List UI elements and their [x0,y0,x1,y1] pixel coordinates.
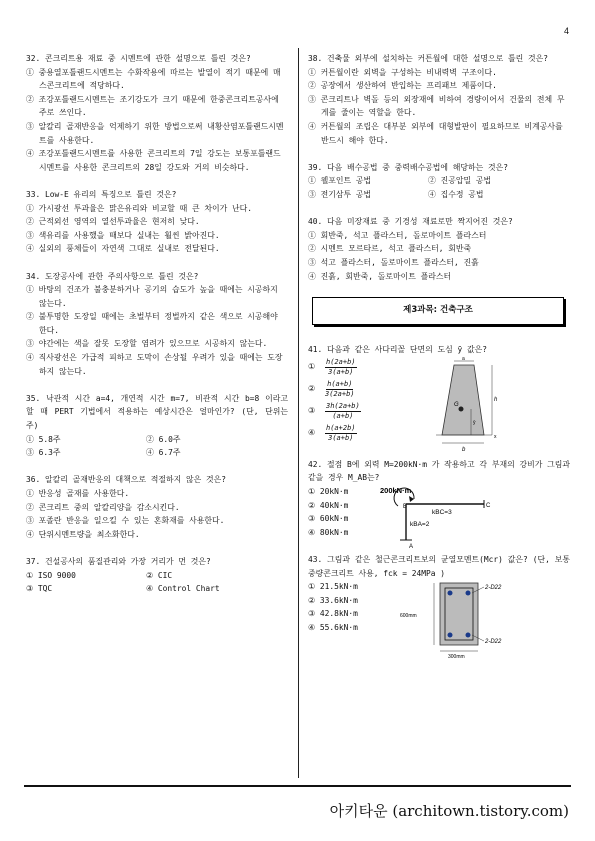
option: ④ 진흙, 회반죽, 돌로마이트 플라스터 [308,271,452,281]
question-33 [26,188,288,256]
svg-text:a: a [462,356,465,362]
column-divider [298,48,299,778]
question-32 [26,52,288,174]
question-stem: 41. 다음과 같은 사다리꼴 단면의 도심 ȳ 값은? [308,344,487,354]
option: ③ 전기삼투 공법 [308,189,372,199]
question-39 [308,161,570,202]
svg-text:2-D22: 2-D22 [485,585,502,592]
option: ④ 6.7주 [146,448,181,458]
question-stem: 43. 그림과 같은 철근콘크리트보의 균열모멘트(Mcr) 값은? (단, 보통중량콘크리트 사용, fck = 24MPa ) [308,555,570,578]
option: ① $\frac{h(2a+b)}{3(a+b)}$ [308,357,356,376]
option: ② 콘크리트 중의 알칼리양을 감소시킨다. [26,502,180,512]
svg-text:300mm: 300mm [448,654,465,660]
option: ① 5.8주 [26,434,61,444]
question-41 [308,343,570,451]
question-stem: 34. 도장공사에 관한 주의사항으로 틀린 것은? [26,271,199,281]
option: ④ $\frac{h(a+2b)}{3(a+b)}$ [308,423,356,442]
svg-text:h: h [494,396,498,403]
option: ② 불투명한 도장일 때에는 초벌부터 정벌까지 같은 색으로 시공해야 한다. [26,312,278,335]
frame-figure [376,484,496,550]
question-37 [26,555,288,596]
option: ④ 집수정 공법 [428,189,484,199]
svg-text:600mm: 600mm [400,613,417,620]
svg-text:200kN·m: 200kN·m [380,485,412,495]
option: ④ 실외의 풍체들이 자연색 그대로 실내로 전달된다. [26,244,220,254]
svg-text:G: G [454,401,459,408]
option: ④ 55.6kN·m [308,623,358,632]
svg-text:x: x [494,433,497,440]
option: ③ 색유리를 사용했을 때보다 실내는 훨씬 밝아진다. [26,230,220,240]
svg-text:b: b [462,446,466,451]
svg-text:ȳ: ȳ [473,419,476,426]
option: ② $\frac{h(a+b)}{3(2a+b)}$ [308,379,355,398]
option: ① 중용열포틀랜드시멘트는 수화작용에 따르는 발열이 적기 때문에 매스콘크리트에 적당하다. [26,67,281,91]
option: ① ISO 9000 [26,570,76,580]
svg-text:2-D22: 2-D22 [485,639,502,646]
option: ② CIC [146,570,173,580]
option: ③ 야간에는 색을 잘못 도장할 염려가 있으므로 시공하지 않는다. [26,339,268,349]
question-35 [26,392,288,460]
bottom-rule [24,785,571,787]
question-43 [308,553,570,660]
question-34 [26,270,288,379]
option: ② 조강포틀랜드시멘트는 조기강도가 크기 때문에 한중콘크리트공사에 주로 쓰인다. [26,94,279,118]
question-stem: 32. 콘크리트용 재료 중 시멘트에 관한 설명으로 틀린 것은? [26,54,251,63]
question-stem: 37. 건설공사의 품질관리와 가장 거리가 먼 것은? [26,556,211,566]
option: ④ 커튼월의 조립은 대부분 외부에 대형발판이 필요하므로 비계공사를 반드시 해야 한다. [308,121,563,145]
svg-text:kBA=2: kBA=2 [410,520,430,528]
question-stem: 36. 알칼리 골재반응의 대책으로 적절하지 않은 것은? [26,475,226,485]
option: ① 커튼월이란 외벽을 구성하는 비내력벽 구조이다. [308,67,497,77]
svg-text:kBC=3: kBC=3 [432,508,452,516]
option: ③ 6.3주 [26,448,61,458]
option: ① 회반죽, 석고 플라스터, 돌로마이트 플라스터 [308,230,487,240]
option: ① 20kN·m [308,487,349,497]
option: ③ TQC [26,584,53,594]
svg-text:C: C [486,502,491,509]
option: ② 근적외선 영역의 열선투과율은 현저히 낮다. [26,217,200,227]
svg-text:A: A [409,543,414,550]
left-column [26,52,288,609]
right-column [308,52,570,660]
question-stem: 40. 다음 미장재료 중 기경성 재료로만 짝지어진 것은? [308,217,513,227]
question-42 [308,458,570,550]
question-stem: 42. 절점 B에 외력 M=200kN·m 가 작용하고 각 부재의 강비가 그림과 같을 경우 M_AB는? [308,459,570,483]
footer-credit: 아키타운 (architown.tistory.com) [329,802,569,820]
page-number: 4 [563,26,569,36]
question-40 [308,215,570,283]
option: ③ 포졸란 반응을 일으킬 수 있는 혼화재를 사용한다. [26,516,225,526]
trapezoid-figure [426,357,516,451]
option: ① 가시광선 투과율은 맑은유리와 비교할 때 큰 차이가 난다. [26,203,252,213]
option: ③ 60kN·m [308,514,349,524]
option: ③ 42.8kN·m [308,609,358,619]
section-title: 제3과목: 건축구조 [312,297,564,325]
option: ② 40kN·m [308,500,349,510]
beam-section-figure [398,579,528,659]
option: ① 반응성 골재를 사용한다. [26,489,130,498]
option: ④ 조강포틀랜드시멘트를 사용한 콘크리트의 7일 강도는 보통포틀랜드시멘트를 사용한 콘크리트의 28일 강도와 거의 비슷하다. [26,149,281,172]
question-stem: 35. 낙관적 시간 a=4, 개연적 시간 m=7, 비관적 시간 b=8 이라고 할 때 PERT 기법에서 적용하는 예상시간은 얼마인가? (단, 단위는 주) [26,393,288,431]
option: ③ 알칼리 골재반응을 억제하기 위한 방법으로써 내황산염포틀랜드시멘트를 사용한다. [26,121,284,145]
question-36 [26,473,288,541]
option: ④ 단위시멘트량을 최소화한다. [26,529,140,539]
question-stem: 38. 건축물 외부에 설치하는 커튼월에 대한 설명으로 틀린 것은? [308,54,548,63]
option: ① 바탕의 건조가 불충분하거나 공기의 습도가 높을 때에는 시공하지 않는다. [26,285,278,308]
option: ④ 직사광선은 가급적 피하고 도막이 손상될 우려가 있을 때에는 도장하지 않는다. [26,353,283,376]
svg-text:B: B [403,503,408,510]
option: ② 33.6kN·m [308,595,358,605]
option: ① 21.5kN·m [308,582,358,592]
option: ② 진공압밀 공법 [428,176,492,186]
question-stem: 33. Low-E 유리의 특징으로 틀린 것은? [26,189,177,199]
option: ③ $\frac{3h(2a+b)}{(a+b)}$ [308,401,360,420]
option: ③ 콘크리트나 벽돌 등의 외장재에 비하여 경량이어서 건물의 전체 무게를 줄이는 역할을 한다. [308,94,565,118]
option: ① 웰포인트 공법 [308,176,372,186]
option: ④ Control Chart [146,584,220,594]
option: ④ 80kN·m [308,527,349,537]
question-stem: 39. 다음 배수공법 중 중력배수공법에 해당하는 것은? [308,162,508,172]
question-38 [308,52,570,147]
option: ② 6.0주 [146,434,181,444]
option: ② 공장에서 생산하여 반입하는 프리패브 제품이다. [308,81,497,91]
option: ③ 석고 플라스터, 돌로마이트 플라스터, 진흙 [308,257,479,267]
option: ② 시멘트 모르타르, 석고 플라스터, 회반죽 [308,244,472,254]
